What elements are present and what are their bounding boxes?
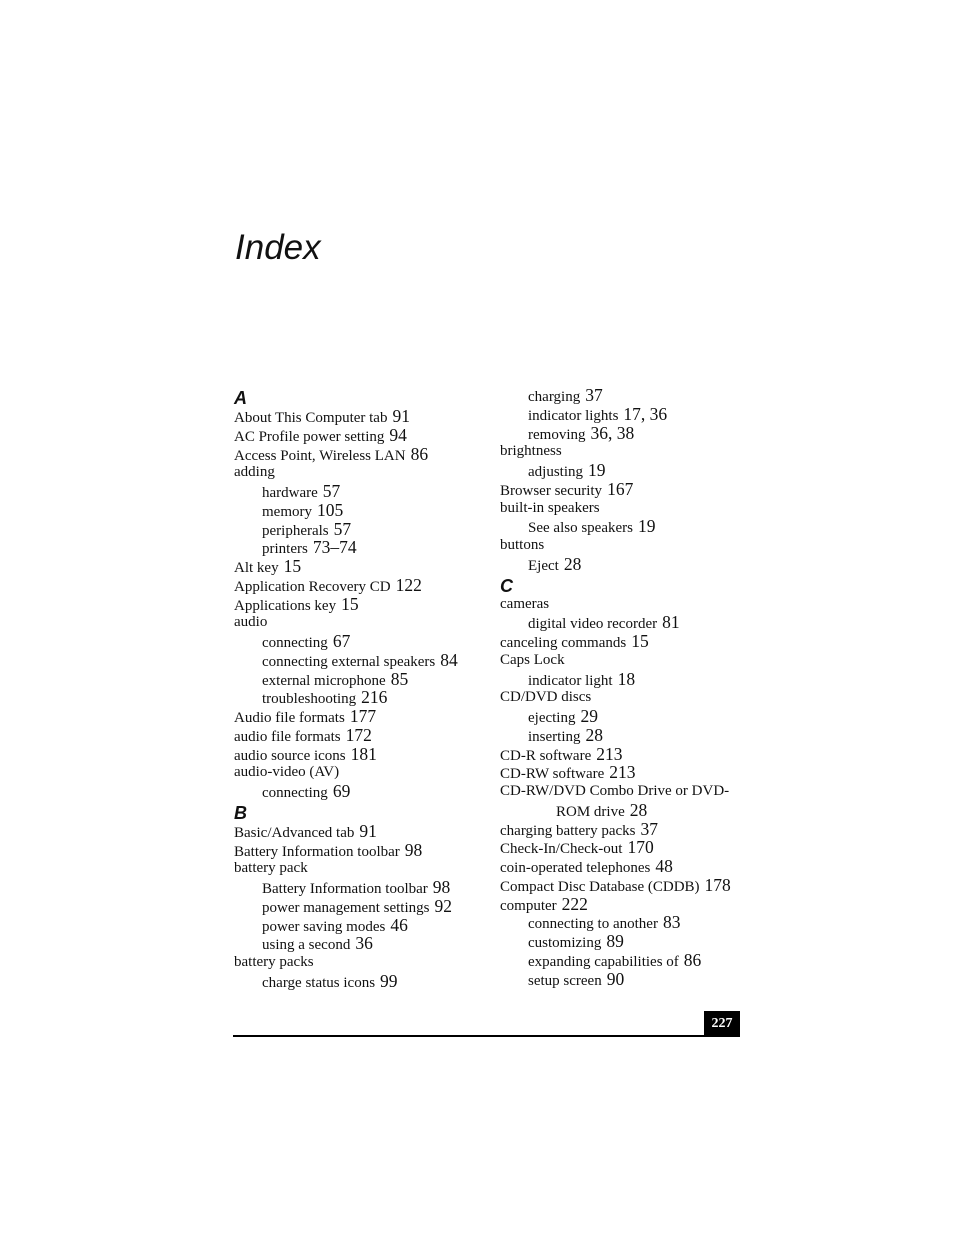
index-entry [234, 726, 484, 745]
entry-term: coin-operated telephones [500, 860, 651, 876]
entry-term: computer [500, 897, 557, 914]
entry-page-ref[interactable]: 170 [627, 837, 654, 858]
index-entry [234, 557, 484, 576]
index-subentry [234, 632, 484, 651]
entry-page-ref[interactable]: 46 [390, 914, 408, 935]
entry-term: customizing [528, 935, 602, 951]
index-subentry [500, 517, 750, 536]
page-title: Index [235, 228, 321, 267]
entry-term: adjusting [528, 464, 583, 480]
index-entry [234, 841, 484, 860]
index-subentry [234, 520, 484, 539]
entry-page-ref[interactable]: 89 [606, 931, 624, 951]
entry-term: charge status icons [262, 974, 376, 991]
index-subentry [500, 424, 750, 443]
entry-page-ref[interactable]: 98 [404, 839, 423, 860]
entry-term: Application Recovery CD [234, 578, 391, 595]
entry-term: Basic/Advanced tab [234, 824, 355, 841]
entry-term: digital video recorder [528, 616, 658, 633]
entry-page-ref[interactable]: 99 [380, 970, 398, 991]
entry-term: Browser security [500, 482, 603, 499]
entry-page-ref[interactable]: 15 [283, 556, 302, 576]
entry-page-ref[interactable]: 28 [563, 553, 582, 574]
index-subentry [234, 934, 484, 953]
entry-page-ref[interactable]: 92 [434, 895, 452, 916]
index-subentry [500, 970, 750, 989]
entry-term: connecting [262, 785, 328, 801]
entry-term: setup screen [528, 972, 602, 989]
entry-page-ref[interactable]: 105 [317, 499, 344, 520]
index-entry [234, 407, 484, 426]
index-subentry [234, 538, 484, 557]
entry-page-ref[interactable]: 73–74 [312, 537, 357, 558]
entry-page-ref[interactable]: 28 [585, 724, 603, 745]
entry-term: CD-RW/DVD Combo Drive or DVD- [500, 783, 730, 799]
index-entry [500, 876, 750, 895]
index-entry [500, 480, 750, 499]
entry-page-ref[interactable]: 91 [392, 406, 410, 426]
index-entry [234, 613, 484, 632]
index-subentry [500, 726, 750, 745]
entry-term: battery pack [234, 860, 308, 877]
entry-term: battery packs [234, 954, 314, 970]
index-subentry [500, 932, 750, 951]
entry-term: Compact Disc Database (CDDB) [500, 878, 700, 895]
entry-term: Eject [528, 557, 559, 574]
entry-term: Battery Information toolbar [234, 843, 400, 860]
entry-term: CD/DVD discs [500, 689, 592, 706]
entry-page-ref[interactable]: 122 [395, 574, 422, 595]
index-subentry [500, 613, 750, 632]
index-subentry [500, 913, 750, 932]
entry-term: external microphone [262, 672, 386, 689]
entry-term: charging [528, 389, 581, 405]
entry-page-ref[interactable]: 90 [606, 968, 625, 989]
entry-term: using a second [262, 937, 351, 954]
index-entry [500, 857, 750, 876]
index-subentry [500, 555, 750, 574]
entry-term: adding [234, 464, 275, 481]
entry-page-ref[interactable]: 216 [361, 687, 388, 708]
index-subentry [234, 782, 484, 801]
entry-page-ref[interactable]: 86 [683, 949, 702, 970]
entry-term: audio source icons [234, 747, 346, 764]
entry-term: canceling commands [500, 635, 627, 651]
index-entry [234, 576, 484, 595]
entry-page-ref[interactable]: 36 [355, 933, 373, 954]
entry-term: connecting [262, 635, 328, 651]
entry-term: expanding capabilities of [528, 953, 679, 970]
index-subentry [500, 386, 750, 405]
index-entry [500, 595, 750, 614]
entry-page-ref[interactable]: 15 [341, 593, 359, 614]
entry-page-ref[interactable]: 19 [637, 516, 656, 537]
index-entry [500, 536, 750, 555]
index-entry [500, 499, 750, 518]
entry-page-ref[interactable]: 29 [580, 706, 598, 726]
entry-page-ref[interactable]: 57 [333, 518, 352, 539]
entry-term: Access Point, Wireless LAN [234, 447, 406, 464]
entry-term: charging battery packs [500, 822, 636, 839]
entry-term: Alt key [234, 560, 279, 576]
entry-page-ref[interactable]: 18 [617, 668, 636, 689]
entry-page-ref[interactable]: 83 [662, 912, 681, 933]
index-entry [234, 953, 484, 972]
index-entry [234, 745, 484, 764]
index-entry [500, 763, 750, 782]
entry-term: audio-video (AV) [234, 764, 340, 781]
index-subentry [500, 670, 750, 689]
entry-page-ref[interactable]: 85 [390, 668, 409, 689]
index-subentry [234, 670, 484, 689]
entry-term: Check-In/Check-out [500, 841, 623, 858]
entry-page-ref[interactable]: 213 [609, 762, 636, 783]
entry-page-ref[interactable]: 167 [607, 478, 634, 499]
entry-term: memory [262, 503, 312, 520]
index-entry [500, 688, 750, 707]
entry-page-ref[interactable]: 28 [629, 799, 648, 820]
index-subentry [500, 405, 750, 424]
index-subentry [234, 651, 484, 670]
index-entry [500, 895, 750, 914]
entry-term: brightness [500, 443, 562, 460]
entry-term: Caps Lock [500, 651, 565, 668]
index-entry [234, 859, 484, 878]
entry-term: connecting to another [528, 916, 658, 933]
entry-term: ROM drive [556, 803, 625, 820]
entry-term: CD-R software [500, 747, 592, 764]
entry-page-ref[interactable]: 67 [332, 631, 351, 651]
entry-term: audio file formats [234, 728, 341, 745]
index-entry [500, 745, 750, 764]
entry-term: inserting [528, 728, 581, 745]
entry-page-ref[interactable]: 81 [662, 612, 680, 633]
index-entry [500, 820, 750, 839]
section-letter: A [234, 388, 247, 408]
entry-term: Audio file formats [234, 710, 345, 726]
index-entry [234, 707, 484, 726]
entry-term: Applications key [234, 597, 337, 614]
index-entry [234, 822, 484, 841]
index-entry [234, 426, 484, 445]
index-subentry [500, 461, 750, 480]
entry-term: hardware [262, 485, 318, 501]
entry-page-ref[interactable]: 177 [349, 706, 377, 726]
page-number: 227 [711, 1016, 733, 1031]
entry-page-ref[interactable]: 37 [585, 385, 603, 405]
index-entry-continuation [500, 801, 750, 820]
section-letter: C [500, 575, 513, 596]
page-number-badge [704, 1011, 740, 1037]
index-subentry [234, 916, 484, 935]
entry-term: troubleshooting [262, 691, 357, 708]
entry-term: Battery Information toolbar [262, 881, 428, 897]
entry-page-ref[interactable]: 213 [596, 743, 623, 764]
index-subentry [234, 972, 484, 991]
entry-term: ejecting [528, 710, 576, 726]
entry-term: CD-RW software [500, 766, 605, 783]
entry-page-ref[interactable]: 178 [704, 874, 731, 895]
index-subentry [234, 897, 484, 916]
entry-page-ref[interactable]: 172 [345, 724, 372, 745]
entry-page-ref[interactable]: 48 [655, 856, 673, 876]
entry-page-ref[interactable]: 91 [359, 820, 377, 841]
index-subentry [234, 878, 484, 897]
entry-page-ref[interactable]: 37 [640, 818, 659, 839]
entry-term: See also speakers [528, 520, 633, 537]
entry-term: indicator lights [528, 407, 619, 424]
entry-term: buttons [500, 537, 545, 553]
entry-page-ref[interactable]: 181 [350, 743, 377, 764]
entry-term: removing [528, 426, 586, 443]
entry-page-ref[interactable]: 94 [389, 424, 407, 445]
index-column-right [500, 386, 750, 988]
index-entry [500, 632, 750, 651]
entry-term: built-in speakers [500, 499, 600, 516]
entry-term: About This Computer tab [234, 410, 388, 426]
index-entry [500, 442, 750, 461]
index-subentry [500, 951, 750, 970]
entry-page-ref[interactable]: 36, 38 [590, 422, 635, 443]
entry-page-ref[interactable]: 17, 36 [623, 403, 668, 424]
entry-term: indicator light [528, 672, 613, 689]
section-letter: B [234, 802, 247, 823]
index-entry [234, 763, 484, 782]
index-entry [234, 445, 484, 464]
entry-page-ref[interactable]: 222 [561, 893, 588, 914]
entry-term: connecting external speakers [262, 653, 436, 670]
entry-page-ref[interactable]: 69 [332, 781, 351, 801]
index-entry [234, 595, 484, 614]
entry-term: power saving modes [262, 918, 386, 935]
entry-term: printers [262, 541, 308, 558]
entry-term: peripherals [262, 522, 329, 539]
entry-term: AC Profile power setting [234, 428, 385, 445]
index-subentry [500, 707, 750, 726]
entry-term: power management settings [262, 899, 430, 916]
entry-term: cameras [500, 595, 550, 612]
entry-term: audio [234, 614, 268, 631]
index-subentry [234, 688, 484, 707]
footer-rule [233, 1035, 740, 1037]
entry-page-ref[interactable]: 19 [588, 460, 606, 480]
index-column-left [234, 386, 484, 991]
index-entry [500, 782, 750, 801]
entry-page-ref[interactable]: 15 [631, 631, 649, 651]
index-subentry [234, 482, 484, 501]
index-entry [500, 838, 750, 857]
index-entry [500, 651, 750, 670]
entry-page-ref[interactable]: 84 [440, 649, 458, 670]
index-entry [234, 463, 484, 482]
index-subentry [234, 501, 484, 520]
entry-page-ref[interactable]: 86 [410, 443, 429, 464]
entry-page-ref[interactable]: 98 [432, 877, 451, 897]
entry-page-ref[interactable]: 57 [322, 481, 341, 501]
